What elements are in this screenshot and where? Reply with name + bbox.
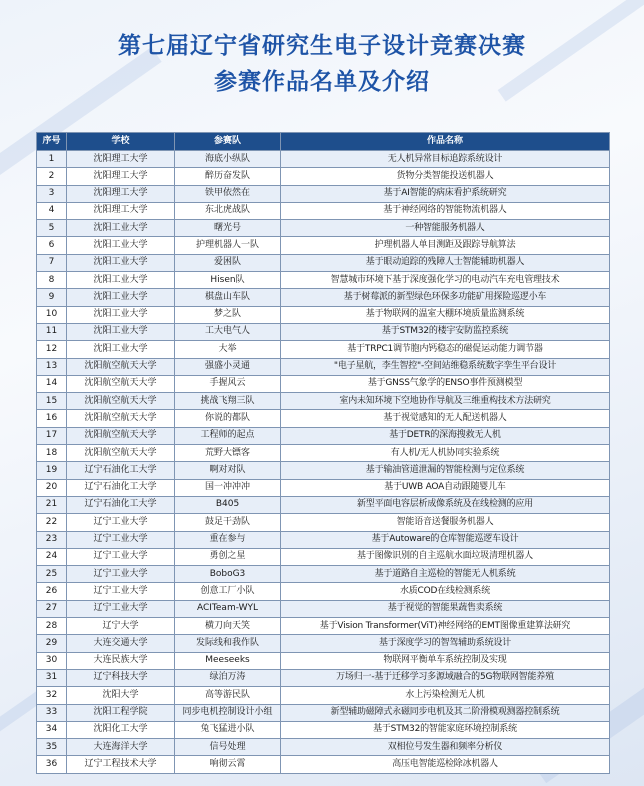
work-title: 货物分类智能投送机器人 (281, 168, 610, 185)
header-school: 学校 (67, 133, 175, 151)
table-row (37, 531, 610, 548)
work-title: 室内未知环境下空地协作导航及三维重构技术方法研究 (281, 393, 610, 410)
table-header-row (37, 133, 610, 151)
row-number: 19 (37, 462, 67, 479)
team-name: 手握风云 (175, 375, 281, 392)
team-name: 强盛小灵通 (175, 358, 281, 375)
school-name: 沈阳工业大学 (67, 306, 175, 323)
row-number: 16 (37, 410, 67, 427)
table-row (37, 289, 610, 306)
work-title: 新型平面电容层析成像系统及在线检测的应用 (281, 496, 610, 513)
table-row (37, 566, 610, 583)
school-name: 沈阳航空航天大学 (67, 375, 175, 392)
work-title: 基于Autoware的仓库智能巡逻车设计 (281, 531, 610, 548)
school-name: 沈阳化工大学 (67, 721, 175, 738)
table-row (37, 479, 610, 496)
team-name: 高等游民队 (175, 687, 281, 704)
work-title: 一种智能服务机器人 (281, 220, 610, 237)
row-number: 1 (37, 151, 67, 168)
school-name: 辽宁工业大学 (67, 531, 175, 548)
work-title: 双相位号发生器和频率分析仪 (281, 739, 610, 756)
school-name: 辽宁石油化工大学 (67, 496, 175, 513)
page-subtitle: 参赛作品名单及介绍 (214, 68, 430, 95)
row-number: 36 (37, 756, 67, 773)
team-name: 信号处理 (175, 739, 281, 756)
table-row (37, 600, 610, 617)
header-work: 作品名称 (281, 133, 610, 151)
team-name: Hisen队 (175, 272, 281, 289)
table-row (37, 687, 610, 704)
school-name: 辽宁工程技术大学 (67, 756, 175, 773)
work-title: 高压电智能巡检除冰机器人 (281, 756, 610, 773)
team-name: ACITeam-WYL (175, 600, 281, 617)
header-number: 序号 (37, 133, 67, 151)
team-name: 海底小纵队 (175, 151, 281, 168)
row-number: 15 (37, 393, 67, 410)
row-number: 35 (37, 739, 67, 756)
school-name: 沈阳工业大学 (67, 289, 175, 306)
row-number: 4 (37, 202, 67, 219)
table-row (37, 272, 610, 289)
school-name: 辽宁工业大学 (67, 514, 175, 531)
work-title: 有人机/无人机协同实验系统 (281, 445, 610, 462)
school-name: 沈阳理工大学 (67, 168, 175, 185)
team-name: B405 (175, 496, 281, 513)
row-number: 7 (37, 254, 67, 271)
row-number: 29 (37, 635, 67, 652)
row-number: 27 (37, 600, 67, 617)
team-name: 你说的都队 (175, 410, 281, 427)
work-title: 基于输油管道泄漏的智能检测与定位系统 (281, 462, 610, 479)
work-title: 基于深度学习的智驾辅助系统设计 (281, 635, 610, 652)
table-row (37, 237, 610, 254)
page-title: 第七届辽宁省研究生电子设计竞赛决赛 (118, 32, 526, 59)
table-row (37, 168, 610, 185)
school-name: 沈阳大学 (67, 687, 175, 704)
school-name: 沈阳航空航天大学 (67, 410, 175, 427)
team-name: 发际线和我作队 (175, 635, 281, 652)
team-name: 铁甲依然在 (175, 185, 281, 202)
header-team: 参赛队 (175, 133, 281, 151)
title-block (0, 28, 644, 100)
table-body (37, 151, 610, 774)
school-name: 沈阳航空航天大学 (67, 427, 175, 444)
team-name: 棋盘山车队 (175, 289, 281, 306)
work-title: 无人机异常目标追踪系统设计 (281, 151, 610, 168)
table-row (37, 393, 610, 410)
school-name: 辽宁工业大学 (67, 600, 175, 617)
table-row (37, 462, 610, 479)
work-title: 基于神经网络的智能物流机器人 (281, 202, 610, 219)
table-row (37, 323, 610, 340)
team-name: 响彻云霄 (175, 756, 281, 773)
work-title: 万场归一-基于迁移学习多源域融合的5G物联网智能养殖 (281, 669, 610, 686)
school-name: 沈阳航空航天大学 (67, 393, 175, 410)
work-title: 智慧城市环境下基于深度强化学习的电动汽车充电管理技术 (281, 272, 610, 289)
row-number: 18 (37, 445, 67, 462)
table-row (37, 652, 610, 669)
school-name: 辽宁工业大学 (67, 583, 175, 600)
team-name: 挑战飞翔三队 (175, 393, 281, 410)
row-number: 11 (37, 323, 67, 340)
team-name: 鼓足干劲队 (175, 514, 281, 531)
table-row (37, 220, 610, 237)
row-number: 5 (37, 220, 67, 237)
school-name: 大连交通大学 (67, 635, 175, 652)
table-row (37, 254, 610, 271)
work-title: 水上污染检测无人机 (281, 687, 610, 704)
row-number: 22 (37, 514, 67, 531)
row-number: 8 (37, 272, 67, 289)
school-name: 辽宁大学 (67, 618, 175, 635)
team-name: 同步电机控制设计小组 (175, 704, 281, 721)
school-name: 大连海洋大学 (67, 739, 175, 756)
team-name: 曙光号 (175, 220, 281, 237)
team-name: 创意工厂小队 (175, 583, 281, 600)
row-number: 14 (37, 375, 67, 392)
table-row (37, 756, 610, 773)
table-row (37, 548, 610, 565)
work-title: 基于树莓派的新型绿色环保多功能矿用探险巡逻小车 (281, 289, 610, 306)
school-name: 沈阳工业大学 (67, 272, 175, 289)
work-title: 基于TRPC1调节胞内钙稳态的磁促运动能力调节器 (281, 341, 610, 358)
team-name: 梦之队 (175, 306, 281, 323)
work-title: 基于视觉的智能果蔬售卖系统 (281, 600, 610, 617)
school-name: 辽宁石油化工大学 (67, 479, 175, 496)
work-title: 基于物联网的温室大棚环境质量监测系统 (281, 306, 610, 323)
row-number: 21 (37, 496, 67, 513)
work-title: 新型辅助磁障式永磁同步电机及其二阶滑模观测器控制系统 (281, 704, 610, 721)
school-name: 沈阳理工大学 (67, 151, 175, 168)
school-name: 大连民族大学 (67, 652, 175, 669)
table-row (37, 704, 610, 721)
team-name: 勇创之星 (175, 548, 281, 565)
table-row (37, 185, 610, 202)
work-title: 基于STM32的智能家庭环境控制系统 (281, 721, 610, 738)
table-row (37, 151, 610, 168)
row-number: 28 (37, 618, 67, 635)
work-title: 基于眼动追踪的残障人士智能辅助机器人 (281, 254, 610, 271)
work-title: "电子星航，李生智控"-空间站维稳系统数字孪生平台设计 (281, 358, 610, 375)
school-name: 辽宁科技大学 (67, 669, 175, 686)
work-title: 基于UWB AOA自动跟随婴儿车 (281, 479, 610, 496)
work-title: 护理机器人单目测距及跟踪导航算法 (281, 237, 610, 254)
team-name: 工大电气人 (175, 323, 281, 340)
table-row (37, 514, 610, 531)
school-name: 辽宁工业大学 (67, 566, 175, 583)
table-row (37, 635, 610, 652)
row-number: 17 (37, 427, 67, 444)
work-title: 基于AI智能的病床看护系统研究 (281, 185, 610, 202)
school-name: 辽宁石油化工大学 (67, 462, 175, 479)
school-name: 沈阳工程学院 (67, 704, 175, 721)
row-number: 34 (37, 721, 67, 738)
row-number: 31 (37, 669, 67, 686)
row-number: 26 (37, 583, 67, 600)
team-name: 醉历奋发队 (175, 168, 281, 185)
team-name: 大举 (175, 341, 281, 358)
team-name: 东北虎战队 (175, 202, 281, 219)
team-name: 荒野大镖客 (175, 445, 281, 462)
row-number: 6 (37, 237, 67, 254)
row-number: 10 (37, 306, 67, 323)
table-row (37, 583, 610, 600)
row-number: 23 (37, 531, 67, 548)
row-number: 12 (37, 341, 67, 358)
table-row (37, 410, 610, 427)
table-row (37, 306, 610, 323)
row-number: 20 (37, 479, 67, 496)
row-number: 32 (37, 687, 67, 704)
table-row (37, 669, 610, 686)
team-name: 横刀向天笑 (175, 618, 281, 635)
work-title: 基于Vision Transformer(ViT)神经网络的EMT图像重建算法研究 (281, 618, 610, 635)
table-row (37, 341, 610, 358)
school-name: 沈阳工业大学 (67, 254, 175, 271)
work-title: 水质COD在线检测系统 (281, 583, 610, 600)
school-name: 沈阳工业大学 (67, 220, 175, 237)
row-number: 33 (37, 704, 67, 721)
work-title: 基于图像识别的自主巡航水面垃圾清理机器人 (281, 548, 610, 565)
school-name: 辽宁工业大学 (67, 548, 175, 565)
work-title: 基于STM32的楼宇安防监控系统 (281, 323, 610, 340)
table-row (37, 739, 610, 756)
work-title: 基于GNSS气象学的ENSO事件预测模型 (281, 375, 610, 392)
school-name: 沈阳理工大学 (67, 185, 175, 202)
work-title: 基于DETR的深海搜救无人机 (281, 427, 610, 444)
school-name: 沈阳工业大学 (67, 237, 175, 254)
team-name: BoboG3 (175, 566, 281, 583)
table-row (37, 358, 610, 375)
row-number: 3 (37, 185, 67, 202)
school-name: 沈阳工业大学 (67, 323, 175, 340)
team-name: 国一冲冲冲 (175, 479, 281, 496)
team-name: 绿泊万涛 (175, 669, 281, 686)
team-name: 重在参与 (175, 531, 281, 548)
table-row (37, 618, 610, 635)
entries-table-container (36, 132, 609, 774)
school-name: 沈阳航空航天大学 (67, 358, 175, 375)
table-row (37, 375, 610, 392)
table-row (37, 445, 610, 462)
team-name: 爱困队 (175, 254, 281, 271)
row-number: 24 (37, 548, 67, 565)
team-name: 护理机器人一队 (175, 237, 281, 254)
table-row (37, 202, 610, 219)
row-number: 25 (37, 566, 67, 583)
work-title: 基于道路自主巡检的智能无人机系统 (281, 566, 610, 583)
row-number: 9 (37, 289, 67, 306)
school-name: 沈阳理工大学 (67, 202, 175, 219)
row-number: 30 (37, 652, 67, 669)
team-name: 兔飞猛进小队 (175, 721, 281, 738)
work-title: 物联网平衡单车系统控制及实现 (281, 652, 610, 669)
team-name: Meeseeks (175, 652, 281, 669)
table-row (37, 496, 610, 513)
work-title: 基于视觉感知的无人配送机器人 (281, 410, 610, 427)
school-name: 沈阳工业大学 (67, 341, 175, 358)
school-name: 沈阳航空航天大学 (67, 445, 175, 462)
table-row (37, 721, 610, 738)
team-name: 工程师的起点 (175, 427, 281, 444)
row-number: 13 (37, 358, 67, 375)
row-number: 2 (37, 168, 67, 185)
table-row (37, 427, 610, 444)
entries-table (36, 132, 610, 774)
work-title: 智能语音送餐服务机器人 (281, 514, 610, 531)
team-name: 啊对对队 (175, 462, 281, 479)
